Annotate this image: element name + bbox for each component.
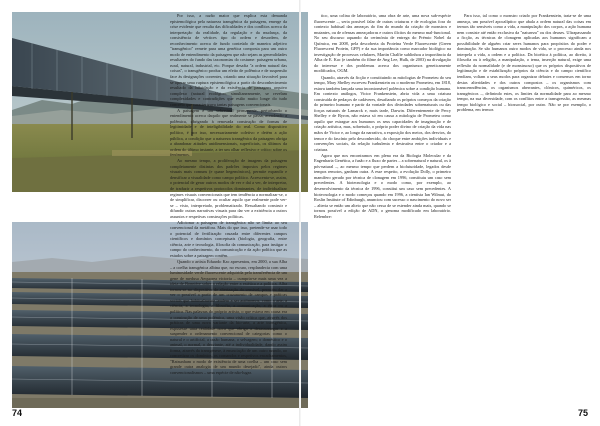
paragraph: A paisagem é um sobresinal permanente, perturbando o entendimento acerca daquilo que realmente se passa, acendendo a polêmica, obrigando à renovada construção de formas de legitimidade e de inteligibilidade do real. Como dispositivo político, é por isso, necessariamente coletivo e detém a ação pública, a condição que a natureza transgênica da paisagem obriga a abandonar atitudes unidimensionais, superficiais, os últimos da ordem do último instante, a ter um olhar reflexivo e crítico sobre os fenómenos. [170,107,287,158]
paragraph: Agora que nos encontramos em plena era da Biologia Molecular e da Engenharia Genética, a fusão e a fluxo de partes – a sobrenatural e natural, os à pós-natural –, ao mesmo tempo que perdem a biofuturidade, legados desde tempos remotos, ganham outra. A esse respeito, a evolução Dolly, o primeiro mamífero gerado por técnica de clonagem em 1996, constituiu um caso sem precedentes. A biotecnologia e o modo como, por exemplo, ao desenvolvimento da técnica de 1996, constitui um caso sem precedentes. A biotecnologia e o modo começou quando em 1996, a cientista Ian Wilmut, do Roslin Institute of Edinburgh, anunciou com sucesso o nascimento do novo ser – alteria se então um alteio que não cessa de se estender ainda mais, quando se tornou possível a edição de ADN, o genoma modificado em laboratório. Relembre: [314,152,451,219]
page-number-right: 75 [577,408,588,418]
right-page-text-column-2 [457,13,591,409]
right-page-text-column-1 [314,13,451,409]
paragraph: Ao mesmo tempo, a proliferação de imagens da paisagem completamente distintas dos padrões impostos pelos regimes visuais mais comuns (e quase hegemónicos), permite expandir e densificar a visualidade como campo político. Acrescenta-se, assim, o potencial de gerar outros modos de ver e daí a ver, de interpretar, de traduzir a respetivos protocolos dominantes, de individualizar regimes visuais convencionais que tem tendência a normalizar-se, o de simplificar, discorrer ou ocultar aquilo que realmente pode ver-se – visto, interpretado, problematizado. Ressaltando construir e difundir outras narrativas visuais para dar ver a existência a outros assuntos e respetivas construções políticas. [170,158,287,219]
paragraph: tico, uma colina de laboratório, uma obra de arte, uma nova sub-espécie fluorescente –, seria possível falar de outras criaturas e de ecologias fora do contexto habitual das ameaças do fim do mundo da criação de monstros e mutantes, ou de ofensas ameaçadoras e outros ilícitos do mesmo mal-funcional. No seu discurso aquando da cerimónia de entrega do Prémio Nobel da Química, em 2008, pela descoberta da Proteína Verde Fluorescente (Green Fluorescent Protein, GFP) e da sua importância como marcador biológico na investigação de processos celulares, Martin Chalfie sublinhou a importância da Alba de E. Kac (e também do filme de Ang Lee, Hulk, de 2003) na divulgação do interesse e dos problemas acerca dos organismos geneticamente modificados, OGM. [314,13,451,74]
paragraph: Por isso, a razão maior que explica esta demanda epistemológica pela natureza transgênica da paisagem, emerge da crise evidente que resulta das dificuldades e dos conflitos acerca da interpretação da realidade, da regulação e da mudança, da consistência de vértices tipo do ordem e desordem, de reconhecimento acerca de fundo conteúdo de maneira adjetivo "transgênico" remete para uma genética composta para um outro modo de entendimento da paisagem que não sejam as generalidades resultantes do fundo das taxonomias do costume: paisagem urbana, rural, natural, industrial, etc. Porque desafia "a ordem natural das coisas", o transgênico produz um efeito de polêmica e de suspensão face às designações correntes, criando uma situação favorável para se operar uma ruptura epistemológica a partir do desconhecimento resultado da hibridação e da existência de paisagens arquivo complexo (natural ecológico, simultaneamente, se revelam complexidades e contradições que estão muito longe do tudo concreto que caracterizava tantas paisagens convencionais. [170,13,287,107]
left-page-text-column [170,13,287,409]
book-gutter [299,0,301,426]
paragraph: Quando, através da ficção e constituindo as mitologias de Prometeu do seu tempo, Mary Shelley escreveu Frankenstein ou o moderno Prometeu, em 1818, estava também lançada uma incontornável polémica sobre a condição humana. Em contexto análogos, Victor Frankenstein, abria vida a uma criatura construída de pedaços de cadáveres, desafiando os próprios começos da criação do primeiro humano e partir da vontade dos divindades sobrenaturais ou das forças naturais de Lamarck e, mais tarde, Darwin. Diferentemente de Percy Shelley e de Byron, não estava só em causa a mitologia de Prometeu como aquilo que estrague aos humanos os seus capacidades de imaginação e de criação artística, mas, sobretudo, o próprio poder divino de criação da vida nas mãos de Victor e, ao longo da narrativa, a exposição dos meios, dos desvios, do temor e do fascínio pelo desconhecido, do choque entre ambições individuais e convenções sociais, da relação turbulenta e destrutiva entre o criador e a criatura. [314,74,451,152]
paragraph: Adicionar a paisagem de transgênica não se limita ao seu convencional da metáfora. Mais do que isso, pretende-se usar todo o potencial de fertilização cruzada entre diferentes campos científicos e domínios conceptuais (biologia, geografia, entre ciência, arte e tecnologia, filosofia da comunicação, para instigar o campo do conhecimento, da comunicação e da ação política que as estudos sobre a paisagem contêm. [170,219,287,259]
paragraph: Para isso, tal como o monstro criado por Frankenstein, trata-se de uma ameaça, um possível apocalíptico que abala a ordem natural das coisas em termos tão sensíveis como a vida, a manipulação dos corpos, a ação humana nem consiste até então exclusiva da "natureza" ou dos deuses. Ultrapassando a ficção, as técnicas de clonagem aplicadas aos humanos significam a possibilidade de alguém criar seres humanos para propósitos do poder e dominação. Se são humanos outro modos de vida, se o processo ainda nos interpela a vida, a ordem e a política. Da bioética à política, ao direito, à filosofia ou à religião, a manipulação, o tema, inserção natural, exige uma reflexão da normalidade (e de monstruoso) que os próprios dispositivos de legitimação e de estabilização próprios da ciência e do campo científico tendiam, voltam a seus modos para organizar debates e consensos em torno destas alteridades e dos outros compostos – os organismos com transcenndências, os organismos aberrantes, clónicos, quiméricos, os transgénicos –, definindo estes, os limites da normalidade para ao mesmo tempo, na sua diversidade, com os conflitos entre a transgressão, as mesmas tempo biológico e social – biossocial, por outro. Não se por exemplo, o problema, em termos [457,13,591,113]
page-number-left: 74 [12,408,23,418]
paragraph: Quando o artista Eduardo Kac apresentou, em 2000, a sua Alba – a coelha transgénica albina que, no escuro, resplandecia com uma luminosidade verde fluorescente adquirida pela transferência de um gene de medusa Aequorea victoria – cumpria-se mais uma vez a ideia de Bonnière sobre a relação entre a estética e a política. Alba tornou-se no dispositivo de alterização do sensível, permitiu dar a ver o possível a partir de um cruzamento de campos e práticas sociais que habitualmente tendem a ser autónomos, como a arte, a ciência, a tecnologia, a filosofia, a comunicação, a ética ou a política. Nas palavras do próprio artista, o que estava em causa era a construção de uma polémica, uma visão crítica que, através dos práticas de uma nova variante da bio-arte, a arte transgénica, expusesse uma realidade nova que obriga a desassossegar e a suspender o ordenamento convencional de categorias como o natural e o artificial, a razão humana, o selvagem; o doméstico e o animal, o normal, o desviante, até a individualidade, dando assim forma, através da transgénese, à enunciação de um outro mundo, ao concretizar os domínios, os comandos e respetivos encadeamentos, "Ratsunham o modo de existência de uma coelha – um caso sem grande outra analogia de um mundo desejado", ainda outros convencionalismos – uma espécie de não-lugar. [170,259,287,375]
